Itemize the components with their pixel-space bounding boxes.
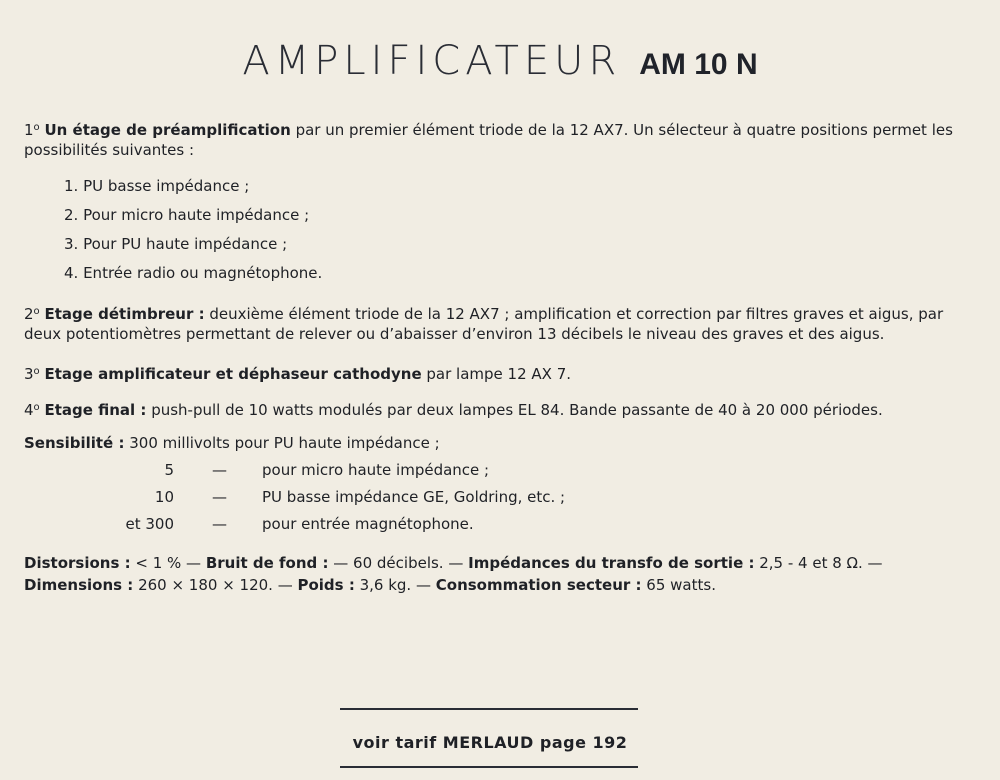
spec-label: Bruit de fond : bbox=[205, 554, 329, 572]
spec-value: < 1 % — bbox=[135, 554, 202, 572]
section-preamplification bbox=[24, 118, 969, 160]
list-item: 1. PU basse impédance ; bbox=[64, 177, 250, 195]
section-number: 1$^o$ bbox=[24, 121, 40, 139]
footer-rule-bottom bbox=[340, 766, 638, 768]
sensibilite-label: Sensibilité : bbox=[24, 434, 125, 452]
section-final bbox=[24, 398, 969, 420]
list-item: 4. Entrée radio ou magnétophone. bbox=[64, 264, 323, 282]
section-heading: Un étage de préamplification bbox=[44, 121, 291, 139]
sensibilite-row bbox=[24, 511, 624, 538]
sensibilite-dash: — bbox=[212, 461, 227, 479]
spec-label: Distorsions : bbox=[24, 554, 131, 572]
list-item: 3. Pour PU haute impédance ; bbox=[64, 235, 288, 253]
list-item: 2. Pour micro haute impédance ; bbox=[64, 206, 310, 224]
sensibilite-desc: pour entrée magnétophone. bbox=[262, 515, 474, 533]
spec-value: 2,5 - 4 et 8 Ω. — bbox=[759, 554, 883, 572]
section-heading: Etage détimbreur : bbox=[44, 305, 205, 323]
section-number: 4$^o$ bbox=[24, 401, 40, 419]
footer-rule-top bbox=[340, 708, 638, 710]
section-amplificateur bbox=[24, 362, 969, 384]
sensibilite-row bbox=[24, 430, 440, 457]
section-text: push-pull de 10 watts modulés par deux lampes EL 84. Bande passante de 40 à 20 000 périodes. bbox=[151, 401, 883, 419]
section-text: par lampe 12 AX 7. bbox=[426, 365, 572, 383]
section-heading: Etage amplificateur et déphaseur cathodyne bbox=[44, 365, 422, 383]
spec-value: 3,6 kg. — bbox=[359, 576, 431, 594]
model-name: AM 10 N bbox=[639, 48, 758, 81]
spec-value: 260 × 180 × 120. — bbox=[138, 576, 293, 594]
spec-value: — 60 décibels. — bbox=[333, 554, 464, 572]
sensibilite-value: 5 bbox=[164, 461, 174, 479]
sensibilite-dash: — bbox=[212, 488, 227, 506]
title-main: AMPLIFICATEUR bbox=[242, 38, 622, 84]
footer-reference: voir tarif MERLAUD page 192 bbox=[352, 733, 628, 752]
section-heading: Etage final : bbox=[44, 401, 147, 419]
page-title bbox=[0, 38, 1000, 84]
sensibilite-value: 10 bbox=[154, 488, 174, 506]
section-text: par un premier élément triode de la 12 AX7. Un sélecteur à quatre positions permet les possibilités suivantes : bbox=[24, 121, 953, 159]
sensibilite-table bbox=[24, 430, 969, 540]
spec-label: Dimensions : bbox=[24, 576, 134, 594]
section-number: 3$^o$ bbox=[24, 365, 40, 383]
spec-label: Impédances du transfo de sortie : bbox=[468, 554, 755, 572]
sensibilite-desc: PU basse impédance GE, Goldring, etc. ; bbox=[262, 488, 566, 506]
section-number: 2$^o$ bbox=[24, 305, 40, 323]
sensibilite-first: 300 millivolts pour PU haute impédance ; bbox=[129, 434, 440, 452]
section-detimbreur bbox=[24, 302, 969, 344]
section-text: deuxième élément triode de la 12 AX7 ; amplification et correction par filtres graves et aigus, par deux potentiomètres permettant de relever ou d’abaisser d’environ 13 décibels le niveau des graves et des aigus. bbox=[24, 305, 944, 343]
selector-positions-list bbox=[64, 172, 969, 288]
sensibilite-value: et 300 bbox=[125, 515, 174, 533]
sensibilite-desc: pour micro haute impédance ; bbox=[262, 461, 490, 479]
spec-label: Poids : bbox=[297, 576, 355, 594]
description-body bbox=[24, 118, 969, 596]
spec-label: Consommation secteur : bbox=[435, 576, 642, 594]
technical-specs bbox=[24, 552, 969, 596]
sensibilite-dash: — bbox=[212, 515, 227, 533]
spec-value: 65 watts. bbox=[646, 576, 716, 594]
sensibilite-row bbox=[24, 457, 624, 484]
sensibilite-row bbox=[24, 484, 624, 511]
